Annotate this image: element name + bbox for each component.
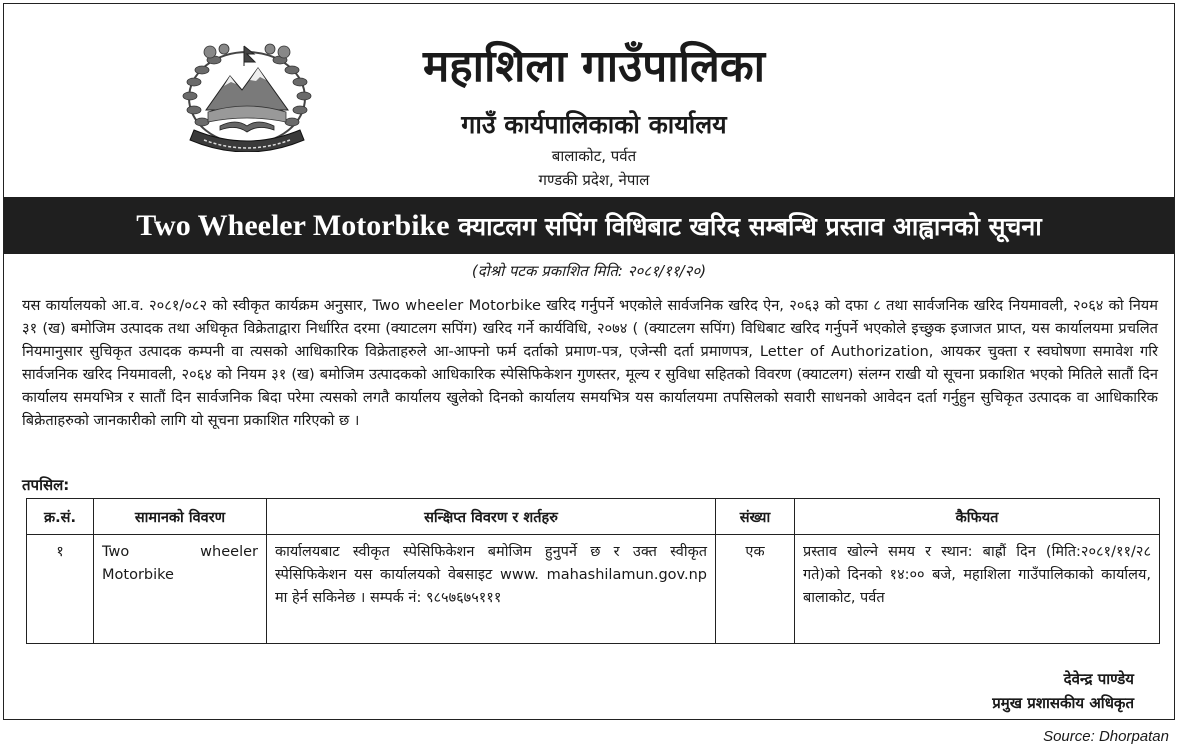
address-line-2: गण्डकी प्रदेश, नेपाल [538, 171, 650, 189]
notice-title-banner [4, 197, 1174, 254]
republish-date: (दोश्रो पटक प्रकाशित मिति: २०८१/११/२०) [471, 262, 707, 280]
source-credit: Source: Dhorpatan [1043, 728, 1169, 745]
notice-title-nepali: क्याटलग सपिंग विधिबाट खरिद सम्बन्धि प्रस्ताव आह्वानको सूचना [449, 212, 1042, 241]
municipality-title: महाशिला गाउँपालिका [422, 41, 766, 92]
nepal-government-emblem-icon [180, 40, 314, 152]
header-item: सामानको विवरण [94, 499, 267, 535]
header-quantity: संख्या [716, 499, 795, 535]
table-row [27, 535, 1160, 644]
notice-frame [3, 3, 1175, 720]
header-serial: क्र.सं. [27, 499, 94, 535]
items-table [26, 498, 1160, 644]
details-label: तपसिल: [22, 476, 70, 494]
address-line-1: बालाकोट, पर्वत [551, 147, 637, 165]
signatory-designation: प्रमुख प्रशासकीय अधिकृत [992, 694, 1134, 712]
signatory-name: देवेन्द्र पाण्डेय [1063, 670, 1134, 688]
header-remarks: कैफियत [795, 499, 1160, 535]
cell-remarks: प्रस्ताव खोल्ने समय र स्थान: बाह्रौं दिन (मिति:२०८१/११/२८ गते)को दिनको १४:०० बजे, महाशिला गाउँपालिकाको कार्यालय, बालाकोट, पर्वत [795, 535, 1160, 644]
cell-serial: १ [27, 535, 94, 644]
notice-title-english: Two Wheeler Motorbike [136, 209, 450, 242]
notice-body: यस कार्यालयको आ.व. २०८१/०८२ को स्वीकृत कार्यक्रम अनुसार, Two wheeler Motorbike खरिद गर्नुपर्ने भएकोले सार्वजनिक खरिद ऐन, २०६३ को दफा ८ तथा सार्वजनिक खरिद नियमावली, २०६४ को नियम ३१ (ख) बमोजिम उत्पादक तथा अधिकृत विक्रेताद्वारा निर्धारित दरमा (क्याटलग सपिंग) खरिद गर्ने कार्यविधि, २०७४ ( (क्याटलग सपिंग) विधिबाट खरिद गर्नुपर्ने भएकोले इच्छुक इजाजत प्राप्त, यस कार्यालयमा प्रचलित नियमानुसार सुचिकृत उत्पादक कम्पनी वा त्यसको आधिकारिक विक्रेताहरुले आ-आफ्नो फर्म दर्ताको प्रमाण-पत्र, एजेन्सी दर्ता प्रमाणपत्र, Letter of Authorization, आयकर चुक्ता र स्वघोषणा समावेश गरि सार्वजनिक खरिद नियमावली, २०६४ को नियम ३१ (ख) बमोजिम उत्पादकको आधिकारिक स्पेसिफिकेशन गुणस्तर, मूल्य र सुविधा सहितको विवरण (क्याटलग) संलग्न राखी यो सूचना प्रकाशित भएको मितिले सातौं दिन कार्यालय समयभित्र र सातौं दिन सार्वजनिक बिदा परेमा त्यसको लगतै कार्यालय खुलेको दिनको कार्यालय समयभित्र यस कार्यालयमा तपसिलको सवारी साधनको आवेदन दर्ता गर्नुहुन सुचिकृत उत्पादक वा आधिकारिक बिक्रेताहरुको जानकारीको लागि यो सूचना प्रकाशित गरिएको छ । [22, 297, 1158, 429]
cell-quantity: एक [716, 535, 795, 644]
table-header-row [27, 499, 1160, 535]
office-subtitle: गाउँ कार्यपालिकाको कार्यालय [461, 110, 727, 139]
header-description: सन्क्षिप्त विवरण र शर्तहरु [267, 499, 716, 535]
cell-item: Two wheeler Motorbike [94, 535, 267, 644]
cell-description: कार्यालयबाट स्वीकृत स्पेसिफिकेशन बमोजिम हुनुपर्ने छ र उक्त स्वीकृत स्पेसिफिकेशन यस कार्यालयको वेबसाइट www. mahashilamun.gov.np मा हेर्न सकिनेछ । सम्पर्क नं: ९८५७६७५१११ [267, 535, 716, 644]
